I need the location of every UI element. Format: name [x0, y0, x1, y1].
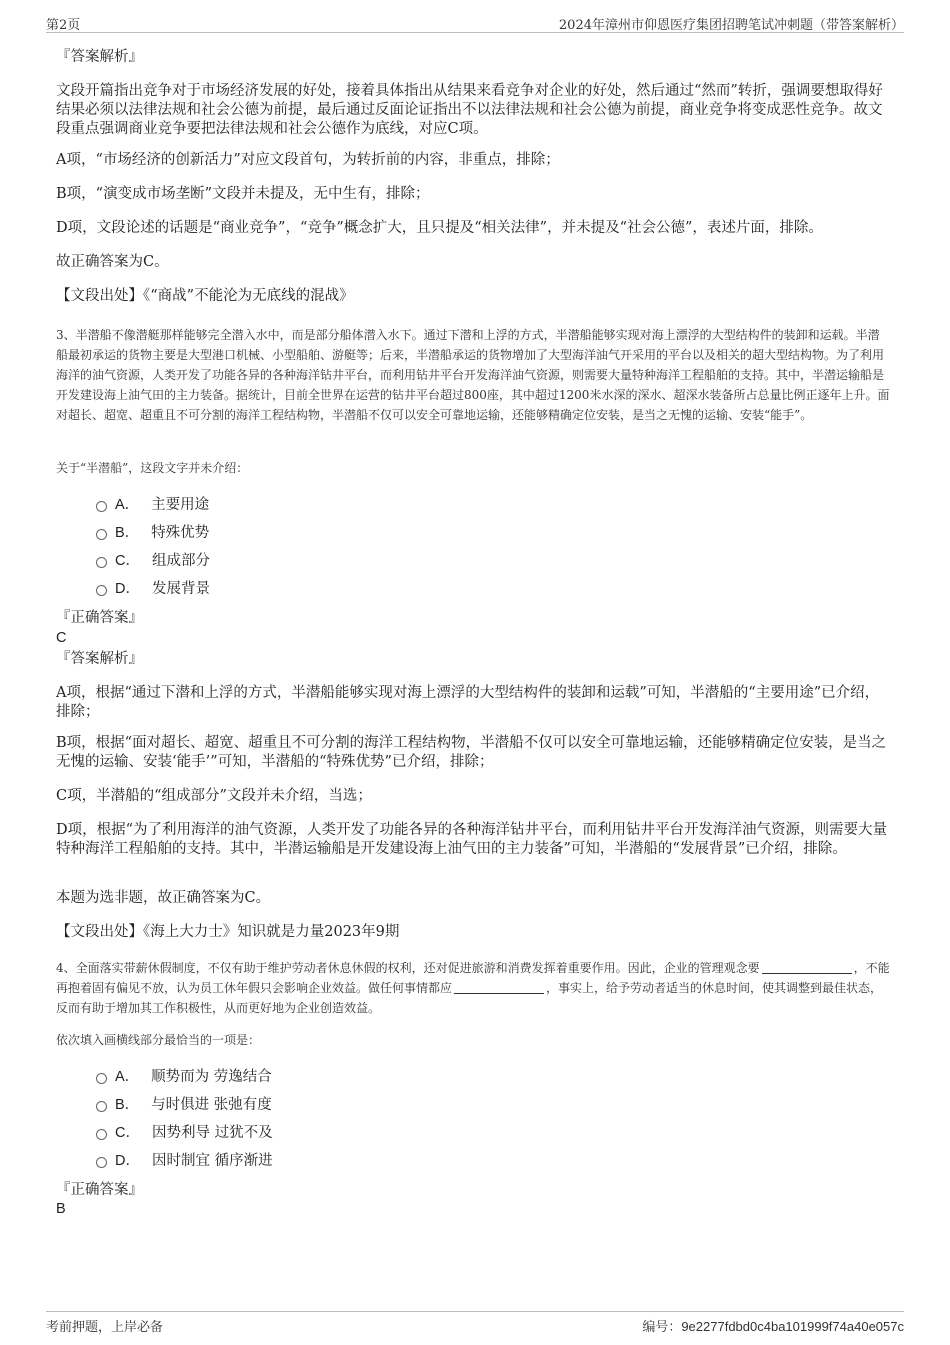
q3-option-c-analysis: C项，半潜船的“组成部分”文段并未介绍，当选；	[56, 788, 372, 804]
radio-icon[interactable]	[96, 1073, 107, 1084]
q3-option-b[interactable]: B． 特殊优势	[96, 523, 209, 543]
q3-conclusion: 本题为选非题，故正确答案为C。	[56, 890, 271, 906]
q2-option-d-analysis: D项，文段论述的话题是“商业竞争”，“竞争”概念扩大，且只提及“相关法律”，并未提及“社会公德”，表述片面，排除。	[56, 220, 823, 236]
q3-stem: 3、半潜船不像潜艇那样能够完全潜入水中，而是部分船体潜入水下。通过下潜和上浮的方式，半潜船能够实现对海上漂浮的大型结构件的装卸和运载。半潜船最初承运的货物主要是大型港口机械、小型船舶、游艇等；后来，半潜船承运的货物增加了大型海洋油气开采用的平台以及相关的超大型结构物。为了利用海洋的油气资源，人类开发了功能各异的各种海洋钻井平台，而利用钻井平台开发海洋油气资源，则需要大量特种海洋工程船舶的支持。其中，半潜运输船是开发建设海上油气田的主力装备。据统计，目前全世界在运营的钻井平台超过800座，其中超过1200米水深的深水、超深水装备所占总量比例正逐年上升。面对超长、超宽、超重且不可分割的海洋工程结构物，半潜船不仅可以安全可靠地运输，还能够精确定位安装，是当之无愧的运输、安装“能手”。	[56, 328, 890, 422]
q3-analysis-label: 『答案解析』	[56, 651, 143, 667]
fill-blank-2[interactable]	[454, 980, 544, 994]
q2-source: 【文段出处】《“商战”不能沦为无底线的混战》	[56, 288, 354, 304]
radio-icon[interactable]	[96, 557, 107, 568]
q2-analysis-text: 文段开篇指出竞争对于市场经济发展的好处，接着具体指出从结果来看竞争对企业的好处，然后通过“然而”转折，强调要想取得好结果必须以法律法规和社会公德为前提，最后通过反面论证指出不以法律法规和社会公德为前提，商业竞争将变成恶性竞争。故文段重点强调商业竞争要把法律法规和社会公德作为底线，对应C项。	[56, 83, 883, 137]
q3-answer-label: 『正确答案』	[56, 610, 143, 626]
radio-icon[interactable]	[96, 1129, 107, 1140]
radio-icon[interactable]	[96, 1157, 107, 1168]
q4-answer: B	[56, 1201, 66, 1217]
q3-source: 【文段出处】《海上大力士》知识就是力量2023年9期	[56, 924, 400, 940]
q4-option-b[interactable]: B． 与时俱进 张弛有度	[96, 1095, 272, 1115]
document-code: 编号：9e2277fdbd0c4ba101999f74a40e057c	[642, 1319, 904, 1335]
document-title: 2024年漳州市仰恩医疗集团招聘笔试冲刺题（带答案解析）	[558, 18, 904, 33]
radio-icon[interactable]	[96, 585, 107, 596]
q4-option-a[interactable]: A． 顺势而为 劳逸结合	[96, 1067, 272, 1087]
q3-question: 关于“半潜船”，这段文字并未介绍：	[56, 461, 249, 475]
footer-slogan: 考前押题，上岸必备	[46, 1320, 164, 1335]
q3-option-a[interactable]: A． 主要用途	[96, 495, 209, 515]
q3-option-c[interactable]: C． 组成部分	[96, 551, 210, 571]
page-number: 第2页	[46, 18, 81, 33]
q3-option-b-analysis: B项，根据“面对超长、超宽、超重且不可分割的海洋工程结构物，半潜船不仅可以安全可靠地运输，还能够精确定位安装，是当之无愧的运输、安装‘能手’”可知，半潜船的“特殊优势”已介绍，排除；	[56, 735, 887, 770]
q4-question: 依次填入画横线部分最恰当的一项是：	[56, 1033, 261, 1047]
q2-option-b-analysis: B项，“演变成市场垄断”文段并未提及，无中生有，排除；	[56, 186, 430, 202]
q2-conclusion: 故正确答案为C。	[56, 254, 169, 270]
q4-option-d[interactable]: D． 因时制宜 循序渐进	[96, 1151, 273, 1171]
page-header	[46, 12, 904, 33]
page-footer	[46, 1311, 904, 1336]
q4-answer-label: 『正确答案』	[56, 1182, 143, 1198]
radio-icon[interactable]	[96, 1101, 107, 1112]
q4-option-c[interactable]: C． 因势利导 过犹不及	[96, 1123, 273, 1143]
q3-option-d-analysis: D项，根据“为了利用海洋的油气资源，人类开发了功能各异的各种海洋钻井平台，而利用钻井平台开发海洋油气资源，则需要大量特种海洋工程船舶的支持。其中，半潜运输船是开发建设海上油气田的主力装备”可知，半潜船的“发展背景”已介绍，排除。	[56, 822, 888, 857]
fill-blank-1[interactable]	[762, 960, 852, 974]
radio-icon[interactable]	[96, 529, 107, 540]
q3-answer: C	[56, 630, 67, 646]
q4-stem: 4、全面落实带薪休假制度，不仅有助于维护劳动者休息休假的权利，还对促进旅游和消费发挥着重要作用。因此，企业的管理观念要 ，不能再抱着固有偏见不放，认为员工休年假只会影响企业效益。做任何事情都应 ，事实上，给予劳动者适当的休息时间，使其调整到最佳状态，反而有助于增加其工作积极性，从而更好地为企业创造效益。	[56, 961, 890, 1015]
q3-option-a-analysis: A项，根据“通过下潜和上浮的方式，半潜船能够实现对海上漂浮的大型结构件的装卸和运载”可知，半潜船的“主要用途”已介绍，排除；	[56, 685, 880, 720]
q2-option-a-analysis: A项，“市场经济的创新活力”对应文段首句，为转折前的内容，非重点，排除；	[56, 152, 560, 168]
q2-analysis-label: 『答案解析』	[56, 49, 143, 65]
q3-option-d[interactable]: D． 发展背景	[96, 579, 210, 599]
radio-icon[interactable]	[96, 501, 107, 512]
